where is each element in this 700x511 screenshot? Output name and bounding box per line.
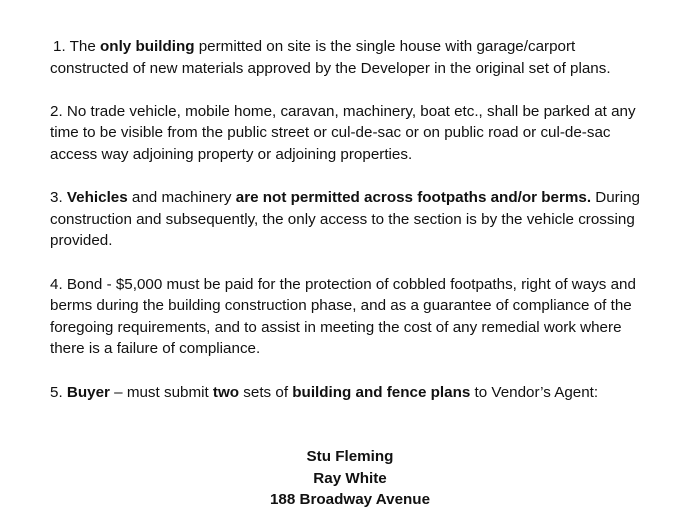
bold-text: building and fence plans xyxy=(292,383,471,401)
text-segment: During construction and subsequently, the only access to the section is by the vehicle crossing provided. xyxy=(50,189,641,250)
text-segment: 2. No trade vehicle, mobile home, caravan, machinery, boat etc., shall be parked at any time to be visible from the public street or cul-de-sac or on public road or cul-de-sac access way adjoining property or adjoining properties. xyxy=(50,102,636,163)
agent-company: Ray White xyxy=(313,469,387,487)
text-segment: to Vendor’s Agent: xyxy=(470,383,599,401)
text-segment: 4. Bond - $5,000 must be paid for the protection of cobbled footpaths, right of ways and berms during the building construction phase, and as a guarantee of compliance of the foregoing requirements, and to assist in meeting the cost of any remedial work where there is a failure of compliance. xyxy=(50,275,636,358)
text-segment: and machinery xyxy=(127,189,236,207)
bold-text: two xyxy=(212,383,240,401)
vendor-agent-block xyxy=(50,446,650,511)
requirement-paragraph-5 xyxy=(50,382,650,404)
agent-name: Stu Fleming xyxy=(306,448,394,466)
text-segment: sets of xyxy=(239,383,293,401)
text-segment: 5. xyxy=(50,383,67,401)
text-segment: 1. The xyxy=(53,38,101,55)
bold-text: Vehicles xyxy=(66,189,128,207)
bold-text: only building xyxy=(100,38,195,55)
requirement-paragraph-3 xyxy=(50,187,650,252)
requirements-list xyxy=(50,36,650,403)
agent-address: 188 Broadway Avenue xyxy=(269,491,431,509)
bold-text: are not permitted across footpaths and/or berms. xyxy=(235,189,592,207)
requirement-paragraph-2 xyxy=(50,101,650,166)
bold-text: Buyer xyxy=(66,383,110,401)
requirement-paragraph-4 xyxy=(50,274,650,360)
text-segment: – must submit xyxy=(109,383,213,401)
document-page xyxy=(50,36,650,511)
text-segment: 3. xyxy=(50,189,67,207)
text-segment: permitted on site is the single house with garage/carport constructed of new materials approved by the Developer in the original set of plans. xyxy=(50,38,611,77)
requirement-paragraph-1 xyxy=(50,36,650,79)
